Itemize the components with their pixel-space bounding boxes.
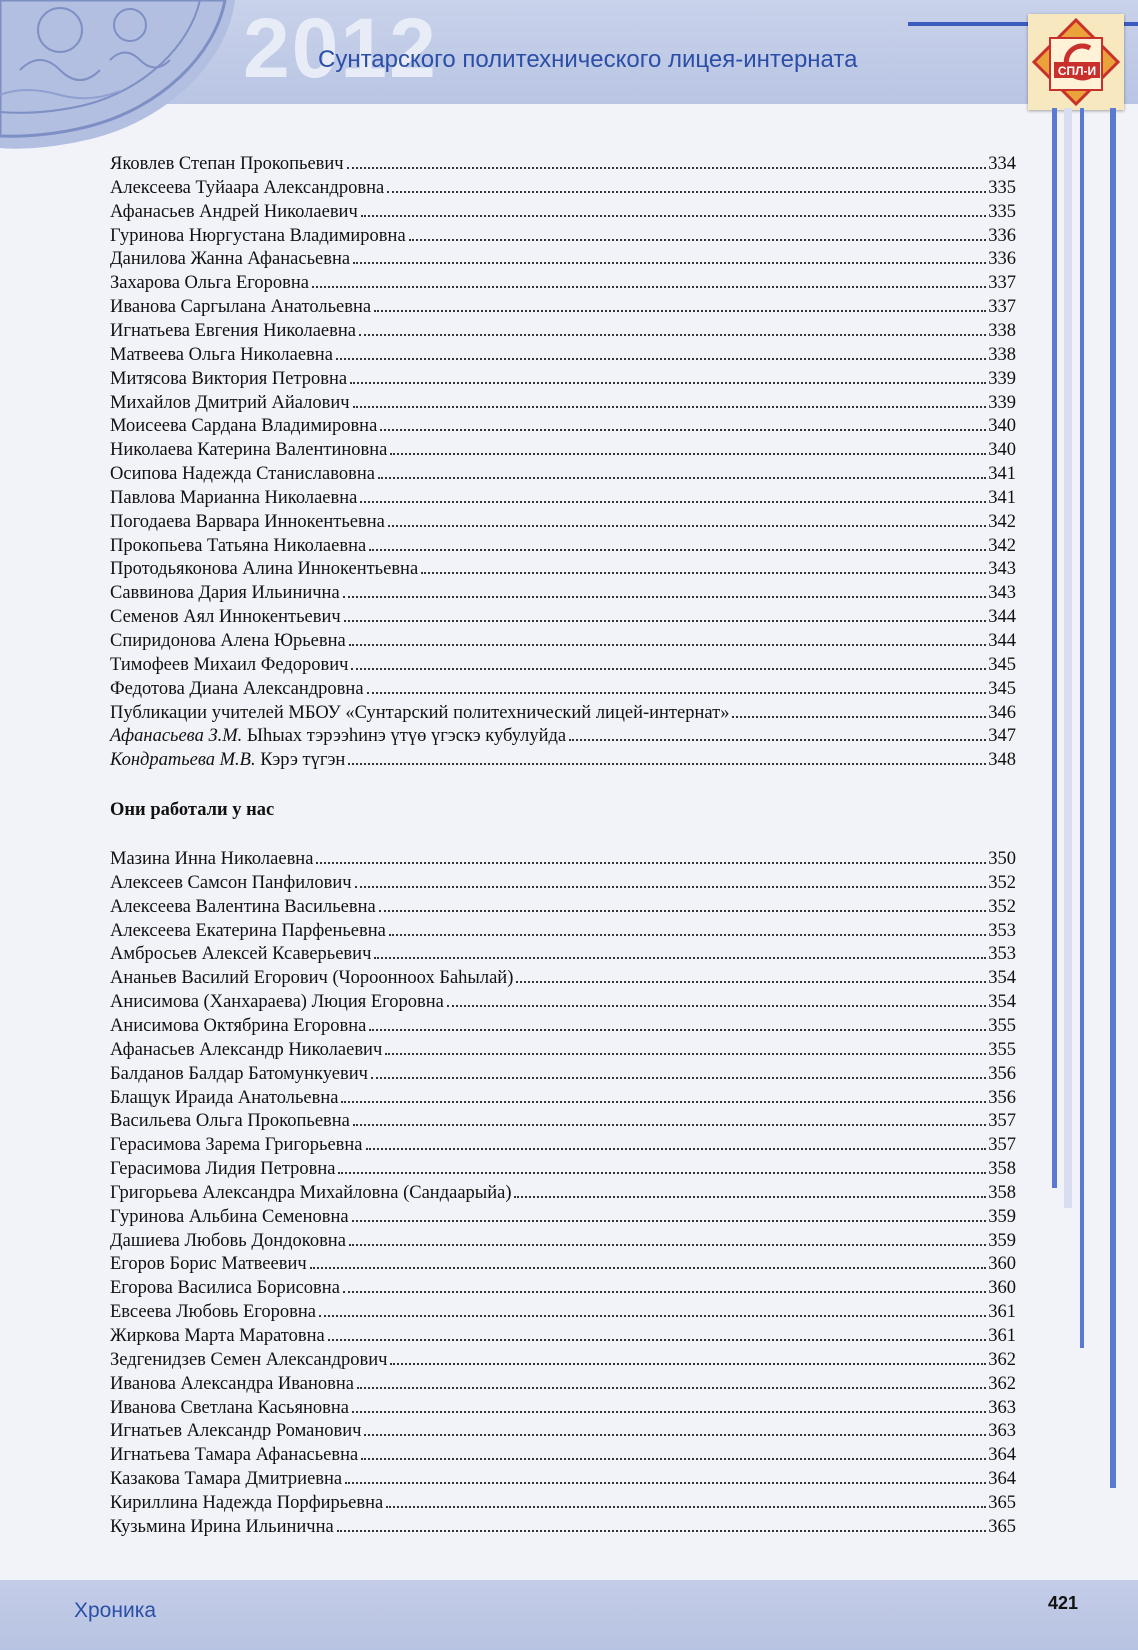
logo-emblem-icon [1028,14,1124,110]
toc-entry-name: Михайлов Дмитрий Айалович [110,392,350,413]
toc-entry-page: 342 [988,511,1016,532]
toc-entry-name: Герасимова Лидия Петровна [110,1159,336,1180]
dot-leader [344,620,987,622]
dot-leader [514,1196,986,1198]
toc-entry [110,893,1016,917]
dot-leader [328,1339,987,1341]
toc-entry-page: 362 [988,1349,1016,1370]
toc-entry-page: 339 [988,368,1016,389]
toc-entry-page: 363 [988,1397,1016,1418]
toc-entry-page: 352 [988,872,1016,893]
dot-leader [348,763,986,765]
toc-entry-name: Евсеева Любовь Егоровна [110,1302,316,1323]
toc-entry [110,1250,1016,1274]
toc-entry [110,1394,1016,1418]
toc-entry-name: Игнатьев Александр Романович [110,1421,362,1442]
toc-entry [110,1203,1016,1227]
toc-entry-name: Алексеева Екатерина Парфеньевна [110,920,386,941]
toc-entry [110,508,1016,532]
toc-entry [110,222,1016,246]
toc-entry-name: Саввинова Дария Ильинична [110,583,340,604]
header-year: 2012 [243,1,438,95]
toc-entry-page: 363 [988,1421,1016,1442]
dot-leader [421,572,986,574]
toc-entry [110,845,1016,869]
toc-entry [110,1274,1016,1298]
toc-entry-name: Васильева Ольга Прокопьевна [110,1111,350,1132]
dot-leader [343,1291,986,1293]
toc-entry-name: Гуринова Альбина Семеновна [110,1206,349,1227]
toc-entry-name [110,750,345,770]
dot-leader [352,1411,986,1413]
toc-entry-name: Афанасьев Андрей Николаевич [110,201,358,222]
toc-entry-page: 356 [988,1063,1016,1084]
toc-entry [110,1012,1016,1036]
toc-entry-page: 336 [988,225,1016,246]
toc-entry-page: 344 [988,631,1016,651]
toc-entry-page: 364 [988,1469,1016,1490]
header-subtitle: Сунтарского политехнического лицея-интерната [318,46,858,73]
toc-entry [110,1155,1016,1179]
toc-entry [110,555,1016,579]
toc-entry-page: 355 [988,1015,1016,1036]
toc-entry [110,1084,1016,1108]
toc-entry-name: Погодаева Варвара Иннокентьевна [110,511,385,532]
toc-entry-page: 342 [988,535,1016,556]
toc-entry-name: Осипова Надежда Станиславовна [110,464,375,485]
toc-entry [110,869,1016,893]
dot-leader [312,286,986,288]
dot-leader [371,1077,986,1079]
toc-entry-page: 357 [988,1111,1016,1132]
dot-leader [385,1053,986,1055]
toc-entry [110,1489,1016,1513]
toc-entry [110,1298,1016,1322]
dot-leader [386,1506,986,1508]
toc-entry-name: Моисеева Сардана Владимировна [110,416,378,437]
dot-leader [353,262,986,264]
toc-entry [110,651,1016,675]
toc-entry-name: Матвеева Ольга Николаевна [110,344,333,365]
toc-entry [110,1227,1016,1251]
toc-entry [110,150,1016,174]
toc-entry-name: Блащук Ираида Анатольевна [110,1087,339,1108]
toc-entry [110,1513,1016,1537]
toc-entry [110,293,1016,317]
toc-entry [110,341,1016,365]
toc-entry-page: 338 [988,344,1016,365]
dot-leader [345,1482,986,1484]
dot-leader [388,525,986,527]
dot-leader [361,1458,986,1460]
dot-leader [352,1220,987,1222]
toc-entry-page: 364 [988,1445,1016,1466]
dot-leader [353,1124,986,1126]
toc-entry-name: Игнатьева Евгения Николаевна [110,320,356,341]
toc-entry-page: 346 [988,702,1016,723]
dot-leader [364,1434,986,1436]
toc-entry-page: 354 [988,992,1016,1013]
toc-entry [110,1465,1016,1489]
dot-leader [361,215,986,217]
ornament-icon [0,0,250,160]
toc-entry-name: Афанасьев Александр Николаевич [110,1039,383,1060]
toc-entry-title: Кэрэ түгэн [260,750,346,771]
dot-leader [732,716,986,718]
toc-entry [110,269,1016,293]
toc-entry-page: 340 [988,440,1016,461]
dot-leader [379,910,987,912]
toc-entry-name: Ананьев Василий Егорович (Чороонноох Баһылай) [110,968,514,989]
toc-entry-page: 340 [988,416,1016,437]
toc-entry-name: Данилова Жанна Афанасьевна [110,249,351,270]
toc-entry-name: Павлова Марианна Николаевна [110,487,358,508]
toc-entry-name: Кириллина Надежда Порфирьевна [110,1492,384,1513]
toc-entry [110,722,1016,746]
toc-entry [110,484,1016,508]
toc-entry [110,365,1016,389]
toc-entry [110,532,1016,556]
toc-entry-name: Егорова Василиса Борисовна [110,1278,340,1299]
dot-leader [380,429,986,431]
dot-leader [374,310,986,312]
toc-entry [110,603,1016,627]
toc-entry-page: 337 [988,297,1016,318]
toc-entry-name: Мазина Инна Николаевна [110,849,314,869]
toc-entry-page: 339 [988,392,1016,413]
toc-entry-page: 341 [988,487,1016,508]
toc-entry-page: 348 [988,750,1016,771]
dot-leader [378,477,986,479]
toc-entry-name: Кузьмина Ирина Ильинична [110,1516,334,1537]
toc-entry-name: Анисимова Октябрина Егоровна [110,1015,367,1036]
toc-entry-page: 335 [988,201,1016,222]
toc-entry [110,746,1016,770]
toc-entry-page: 350 [988,849,1016,869]
toc-entry-page: 353 [988,920,1016,941]
toc-entry [110,1417,1016,1441]
toc-entry-page: 359 [988,1206,1016,1227]
toc-entry-page: 358 [988,1182,1016,1203]
dot-leader [350,382,986,384]
dot-leader [409,239,987,241]
toc-entry-page: 337 [988,273,1016,294]
toc-entry [110,1179,1016,1203]
toc-entry-page: 358 [988,1159,1016,1180]
toc-entry-title: Ыһыах тэрээһинэ үтүө үгэскэ кубулуйда [246,726,567,747]
toc-entry-name: Николаева Катерина Валентиновна [110,440,388,461]
toc-entry [110,460,1016,484]
toc-entry-name: Егоров Борис Матвеевич [110,1254,307,1275]
toc-entry-page: 353 [988,944,1016,965]
toc-entry [110,1107,1016,1131]
toc-entry-page: 359 [988,1230,1016,1251]
school-logo [1028,14,1124,110]
toc-entry-page: 362 [988,1373,1016,1394]
dot-leader [319,1315,986,1317]
dot-leader [374,957,986,959]
toc-entry [110,198,1016,222]
toc-entry-page: 345 [988,678,1016,699]
dot-leader [369,549,986,551]
toc-entry-name: Иванова Александра Ивановна [110,1373,354,1394]
toc-entry-name: Захарова Ольга Егоровна [110,273,310,294]
toc-entry-name: Алексеев Самсон Панфилович [110,872,352,893]
toc-entry [110,389,1016,413]
toc-entry [110,1441,1016,1465]
dot-leader [390,1363,986,1365]
dot-leader [338,1172,986,1174]
toc-entry-name: Балданов Балдар Батомункуевич [110,1063,368,1084]
toc-entry [110,988,1016,1012]
toc-entry [110,675,1016,699]
dot-leader [357,1387,986,1389]
toc-entry [110,940,1016,964]
dot-leader [366,1148,987,1150]
footer-section: Хроника [74,1599,157,1622]
dot-leader [351,668,986,670]
toc-entry-page: 365 [988,1492,1016,1513]
toc-entry-name: Зедгенидзев Семен Александрович [110,1349,388,1370]
toc-entry-page: 344 [988,607,1016,628]
toc-entry-name: Яковлев Степан Прокопьевич [110,154,344,174]
toc-entry-page: 334 [988,154,1016,174]
toc-entry [110,1036,1016,1060]
toc-entry [110,579,1016,603]
section-title: Они работали у нас [110,800,275,820]
dot-leader [359,334,986,336]
toc-entry-page: 345 [988,654,1016,675]
toc-entry-name: Герасимова Зарема Григорьевна [110,1135,363,1156]
toc-entry-page: 356 [988,1087,1016,1108]
dot-leader [316,862,986,864]
toc-entry [110,917,1016,941]
toc-entry-page: 343 [988,559,1016,580]
toc-entry-page: 360 [988,1278,1016,1299]
toc-entry-name: Иванова Саргылана Анатольевна [110,297,372,318]
dot-leader [367,692,987,694]
toc-entry-author: Афанасьева З.М. [110,726,243,747]
toc-entry [110,245,1016,269]
toc-entry [110,1370,1016,1394]
toc-entry-name: Жиркова Марта Маратовна [110,1326,325,1346]
dot-leader [353,406,987,408]
toc-entry-page: 352 [988,896,1016,917]
toc-entry-name: Алексеева Валентина Васильевна [110,896,376,917]
toc-entry-author: Кондратьева М.В. [110,750,256,771]
page-footer [0,1580,1138,1650]
toc-entry-page: 338 [988,320,1016,341]
toc-entry [110,1131,1016,1155]
toc-entry-name: Игнатьева Тамара Афанасьевна [110,1445,359,1466]
dot-leader [369,1029,986,1031]
toc-entry-page: 341 [988,464,1016,485]
dot-leader [310,1267,987,1269]
dot-leader [337,1530,987,1532]
toc-entry-page: 354 [988,968,1016,989]
logo-text: СПЛ-И [1057,64,1097,78]
toc-entry [110,699,1016,723]
decorative-lines-icon [1030,108,1130,1508]
toc-entry-name: Митясова Виктория Петровна [110,368,348,389]
dot-leader [341,1101,986,1103]
dot-leader [349,644,987,646]
toc-entry-name: Казакова Тамара Дмитриевна [110,1469,343,1490]
toc-entry-name: Федотова Диана Александровна [110,678,364,699]
footer-page-number: 421 [1048,1593,1079,1613]
toc-entry-name: Прокопьева Татьяна Николаевна [110,535,367,556]
dot-leader [360,501,986,503]
toc-entry-name [110,726,566,746]
dot-leader [390,453,986,455]
toc-entry [110,627,1016,651]
toc-entry [110,317,1016,341]
toc-entry-page: 361 [988,1302,1016,1323]
toc-entry [110,1346,1016,1370]
toc-entry [110,964,1016,988]
toc-entry-name: Протодьяконова Алина Иннокентьевна [110,559,419,580]
toc-entry-name: Григорьева Александра Михайловна (Сандаарыйа) [110,1182,512,1203]
dot-leader [447,1005,986,1007]
toc-entry-page: 347 [988,726,1016,747]
dot-leader [336,358,986,360]
toc-entry-name: Тимофеев Михаил Федорович [110,654,349,675]
dot-leader [343,596,987,598]
dot-leader [347,167,987,169]
dot-leader [516,981,986,983]
toc-entry-name: Гуринова Нюргустана Владимировна [110,225,406,246]
toc-entry-name: Семенов Аял Иннокентьевич [110,607,341,628]
toc-entry [110,412,1016,436]
page-header [0,0,1138,104]
dot-leader [387,191,986,193]
dot-leader [569,739,986,741]
toc-entry-name: Спиридонова Алена Юрьевна [110,631,346,651]
toc-entry-name: Алексеева Туйаара Александровна [110,177,385,198]
toc-entry-page: 336 [988,249,1016,270]
toc-entry-page: 335 [988,177,1016,198]
toc-entry-name: Публикации учителей МБОУ «Сунтарский политехнический лицей-интернат» [110,702,730,723]
toc-entry [110,1322,1016,1346]
toc-entry-page: 343 [988,583,1016,604]
toc-entry-page: 365 [988,1516,1016,1537]
dot-leader [355,886,987,888]
toc-entry [110,174,1016,198]
toc-entry-name: Дашиева Любовь Дондоковна [110,1230,346,1251]
toc-entry-page: 357 [988,1135,1016,1156]
toc-entry [110,1060,1016,1084]
toc-entry-name: Амбросьев Алексей Ксаверьевич [110,944,372,965]
dot-leader [389,934,986,936]
toc-entry-page: 355 [988,1039,1016,1060]
toc-entry-page: 361 [988,1326,1016,1346]
dot-leader [349,1244,986,1246]
toc-entry-name: Анисимова (Ханхараева) Люция Егоровна [110,992,444,1013]
toc-entry-page: 360 [988,1254,1016,1275]
toc-entry [110,436,1016,460]
toc-entry-name: Иванова Светлана Касьяновна [110,1397,349,1418]
